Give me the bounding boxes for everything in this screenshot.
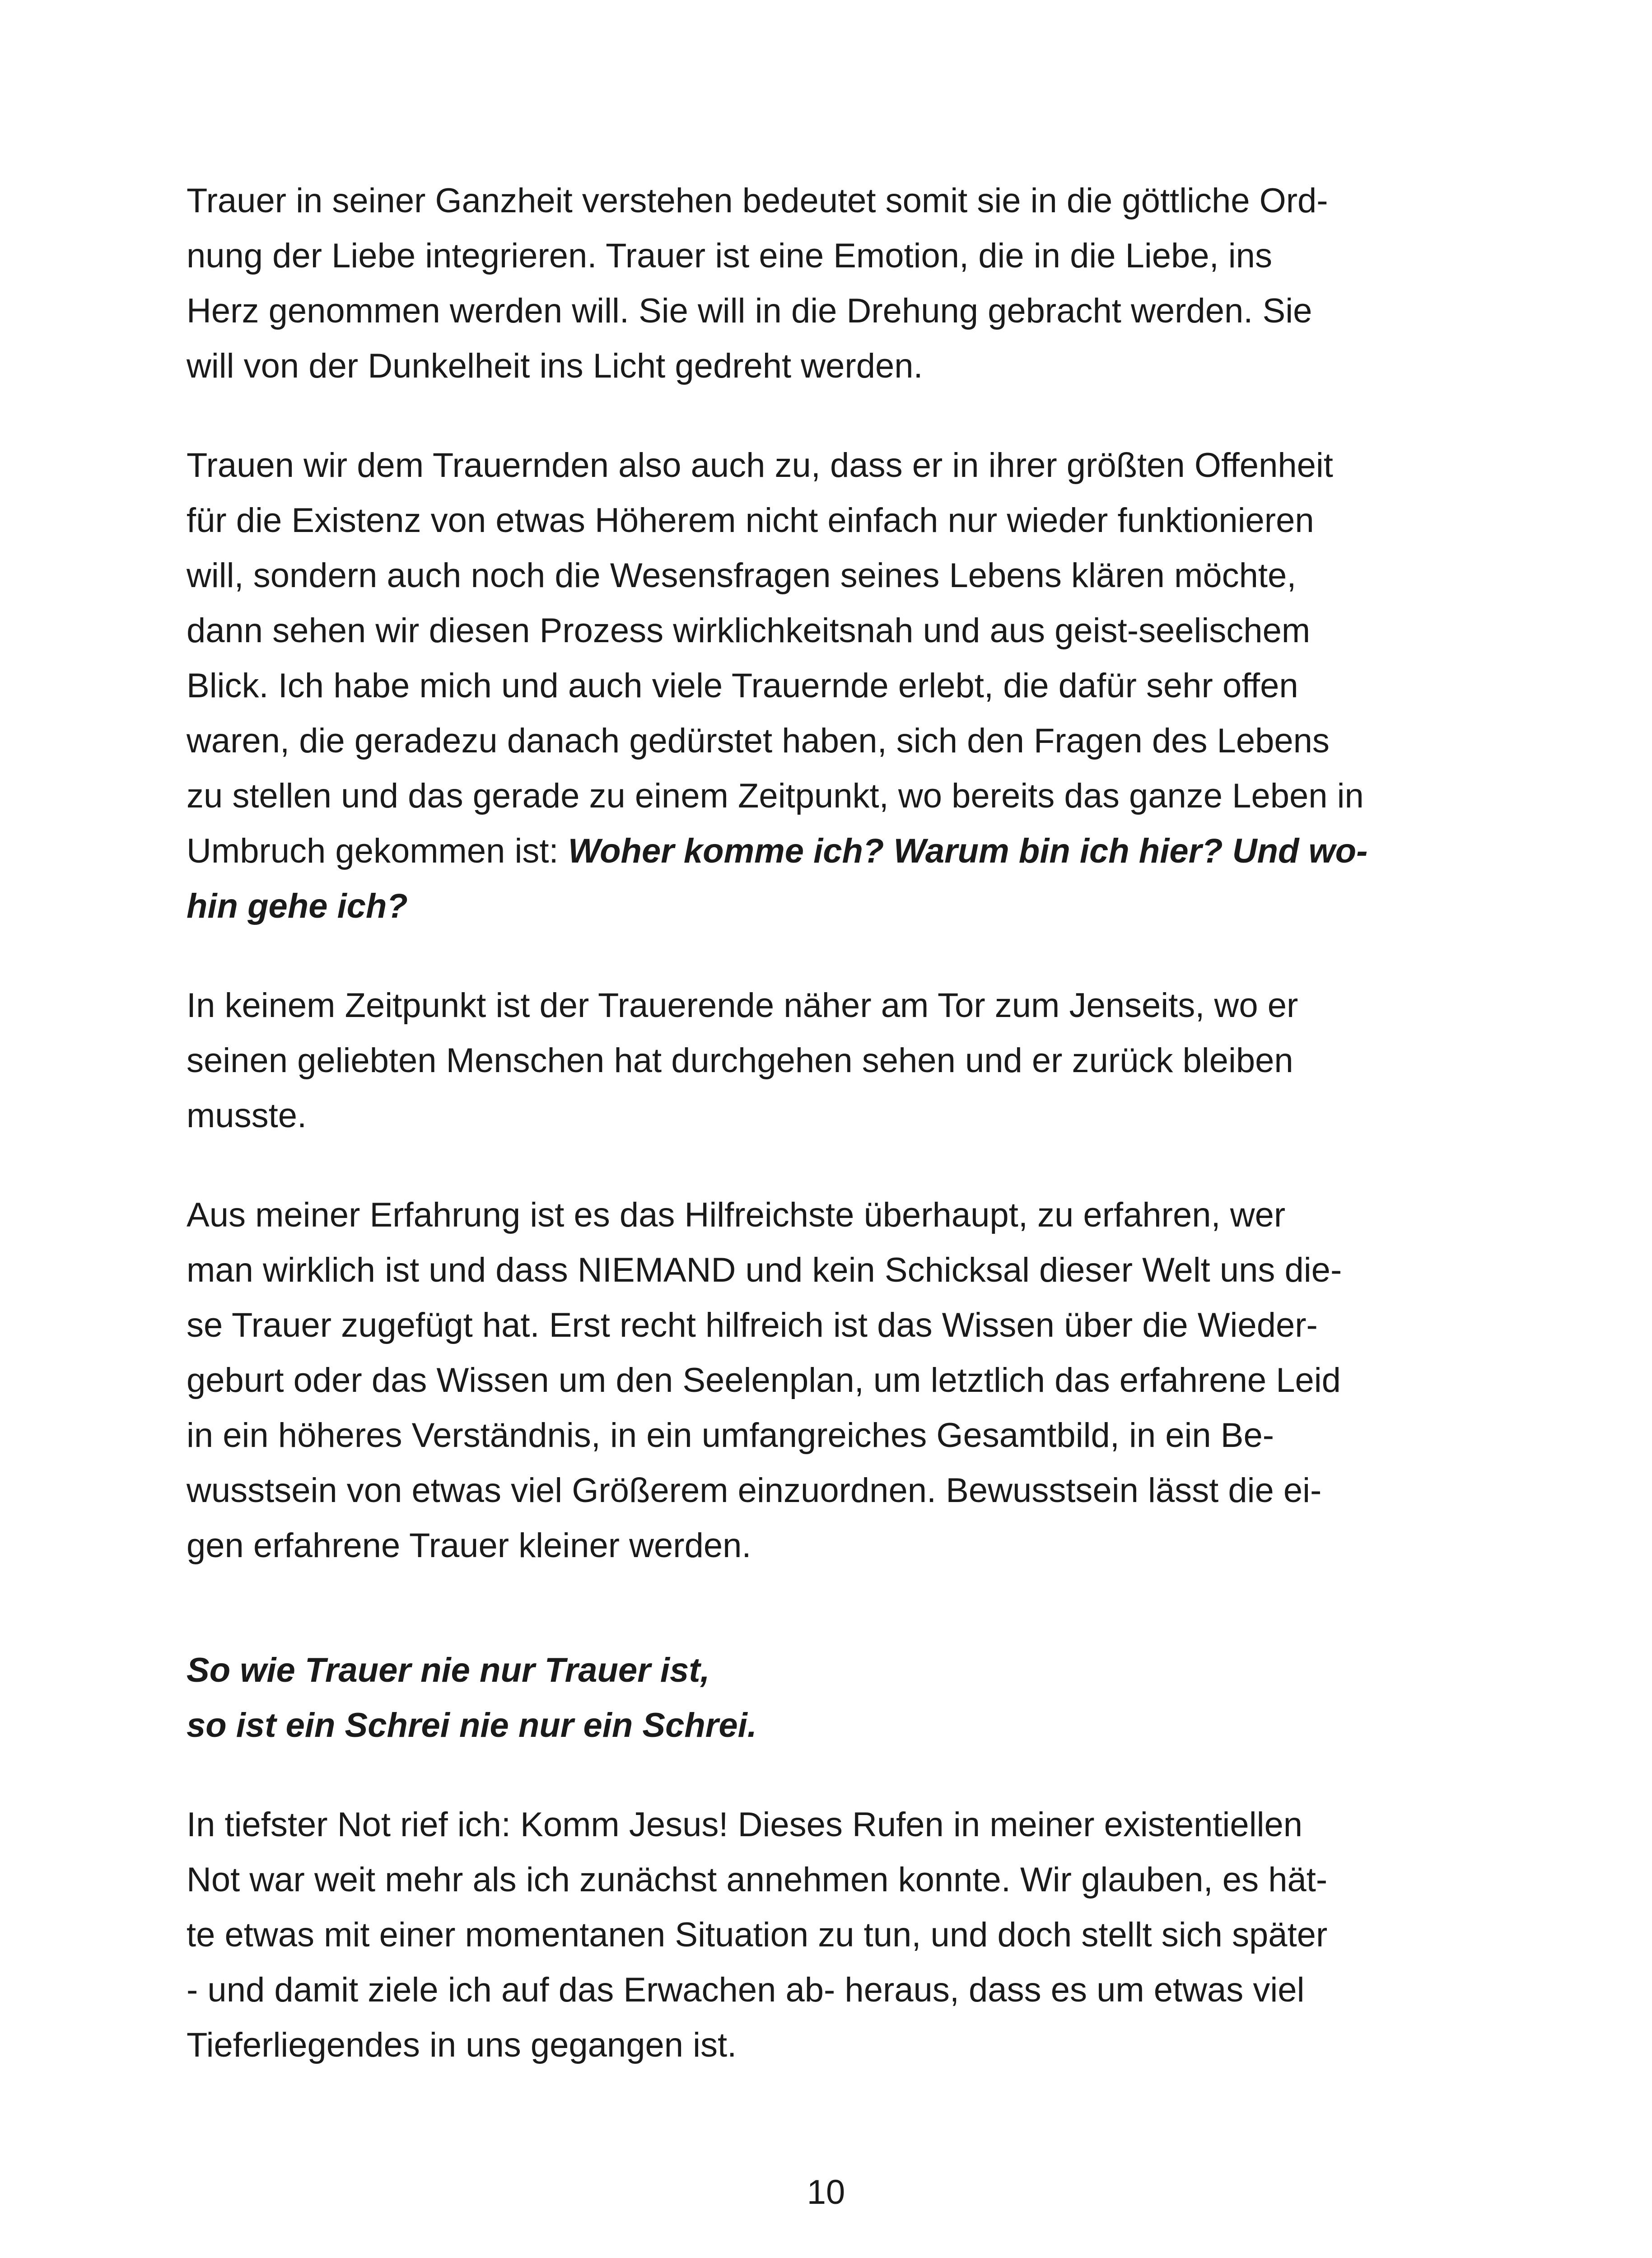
paragraph-1 [187, 173, 1496, 394]
text-line: Trauen wir dem Trauernden also auch zu, dass er in ihrer größten Offenheit [187, 446, 1333, 485]
quote-line: so ist ein Schrei nie nur ein Schrei. [187, 1706, 757, 1745]
text-line: in ein höheres Verständnis, in ein umfangreiches Gesamtbild, in ein Be- [187, 1416, 1274, 1455]
text-line: dann sehen wir diesen Prozess wirklichkeitsnah und aus geist-seelischem [187, 611, 1311, 650]
text-line: man wirklich ist und dass NIEMAND und kein Schicksal dieser Welt uns die- [187, 1251, 1342, 1289]
text-line: Trauer in seiner Ganzheit verstehen bedeutet somit sie in die göttliche Ord- [187, 182, 1328, 220]
text-line: geburt oder das Wissen um den Seelenplan, um letztlich das erfahrene Leid [187, 1361, 1341, 1400]
text-line: für die Existenz von etwas Höherem nicht einfach nur wieder funktionieren [187, 501, 1314, 540]
quote-line: So wie Trauer nie nur Trauer ist, [187, 1651, 710, 1689]
text-line: Herz genommen werden will. Sie will in die Drehung gebracht werden. Sie [187, 292, 1312, 330]
text-line [187, 824, 1496, 879]
emphasized-quote [187, 1643, 1496, 1753]
text-line: Tieferliegendes in uns gegangen ist. [187, 2026, 737, 2064]
text-line: te etwas mit einer momentanen Situation zu tun, und doch stellt sich später [187, 1916, 1328, 1954]
paragraph-3 [187, 978, 1496, 1143]
page-number: 10 [807, 2173, 845, 2211]
text-line: In tiefster Not rief ich: Komm Jesus! Dieses Rufen in meiner existentiellen [187, 1805, 1303, 1844]
text-line: musste. [187, 1096, 307, 1135]
text-line: In keinem Zeitpunkt ist der Trauerende näher am Tor zum Jenseits, wo er [187, 986, 1298, 1025]
text-line-prefix: Umbruch gekommen ist: [187, 832, 568, 870]
text-line: se Trauer zugefügt hat. Erst recht hilfreich ist das Wissen über die Wieder- [187, 1306, 1318, 1344]
text-line: Aus meiner Erfahrung ist es das Hilfreichste überhaupt, zu erfahren, wer [187, 1196, 1286, 1234]
text-line: will von der Dunkelheit ins Licht gedreht werden. [187, 347, 923, 385]
text-line: gen erfahrene Trauer kleiner werden. [187, 1526, 751, 1565]
paragraph-2 [187, 438, 1496, 934]
emphasized-question: Woher komme ich? Warum bin ich hier? Und wo- [568, 832, 1368, 870]
emphasized-question: hin gehe ich? [187, 887, 408, 925]
text-line: - und damit ziele ich auf das Erwachen ab- heraus, dass es um etwas viel [187, 1971, 1305, 2009]
text-line: will, sondern auch noch die Wesensfragen seines Lebens klären möchte, [187, 556, 1297, 595]
paragraph-6 [187, 1797, 1496, 2073]
body-text [187, 173, 1496, 2117]
text-line: wusstsein von etwas viel Größerem einzuordnen. Bewusstsein lässt die ei- [187, 1471, 1322, 1510]
text-line: Blick. Ich habe mich und auch viele Trauernde erlebt, die dafür sehr offen [187, 667, 1298, 705]
text-line: waren, die geradezu danach gedürstet haben, sich den Fragen des Lebens [187, 722, 1330, 760]
text-line: nung der Liebe integrieren. Trauer ist eine Emotion, die in die Liebe, ins [187, 237, 1272, 275]
text-line: zu stellen und das gerade zu einem Zeitpunkt, wo bereits das ganze Leben in [187, 777, 1364, 815]
paragraph-4 [187, 1188, 1496, 1573]
text-line: seinen geliebten Menschen hat durchgehen sehen und er zurück bleiben [187, 1041, 1293, 1080]
text-line: Not war weit mehr als ich zunächst annehmen konnte. Wir glauben, es hät- [187, 1861, 1328, 1899]
